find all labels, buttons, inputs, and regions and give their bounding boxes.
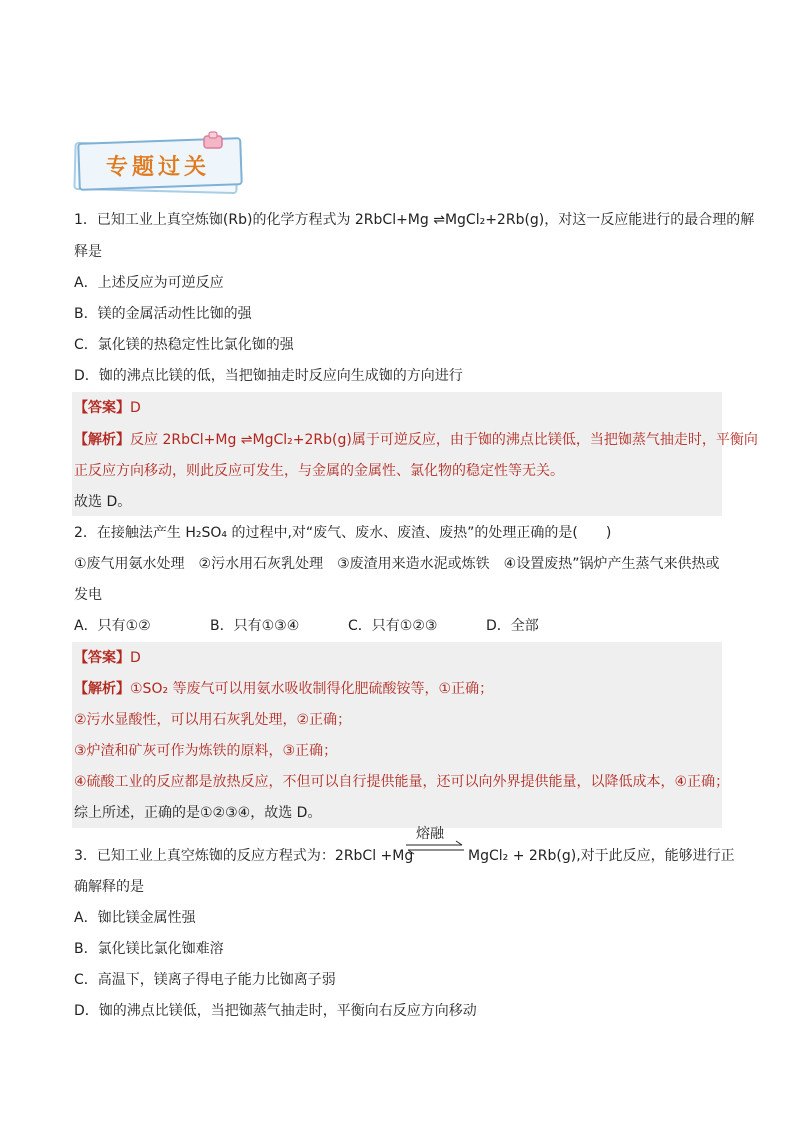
paper-clip-icon bbox=[200, 130, 226, 152]
q2-items-line2: 发电 bbox=[74, 587, 102, 603]
equilibrium-arrows-icon bbox=[404, 837, 466, 863]
q3-stem-line2: 确解释的是 bbox=[74, 879, 144, 895]
q2-answer-box bbox=[72, 642, 722, 828]
q2-items-line1: ①废气用氨水处理 ②污水用石灰乳处理 ③废渣用来造水泥或炼铁 ④设置废热”锅炉产生蒸气来供热或 bbox=[74, 556, 720, 572]
q3-option-d: D．铷的沸点比镁低，当把铷蒸气抽走时，平衡向右反应方向移动 bbox=[74, 1003, 477, 1019]
q1-answer-line bbox=[74, 398, 734, 418]
q2-analysis-line3: ③炉渣和矿灰可作为炼铁的原料，③正确； bbox=[74, 743, 338, 759]
q3-option-c: C．高温下，镁离子得电子能力比铷离子弱 bbox=[74, 972, 336, 988]
q1-answer-tag: 【答案】 bbox=[74, 400, 130, 416]
q1-option-a: A．上述反应为可逆反应 bbox=[74, 275, 224, 291]
q2-option-d: D．全部 bbox=[486, 618, 539, 634]
arrow-label: 熔融 bbox=[416, 826, 444, 842]
q1-option-b: B．镁的金属活动性比铷的强 bbox=[74, 306, 252, 322]
q2-analysis-line1 bbox=[74, 679, 734, 699]
q1-option-c: C．氯化镁的热稳定性比氯化铷的强 bbox=[74, 337, 294, 353]
q1-stem-line2: 释是 bbox=[74, 244, 102, 260]
q2-answer-line bbox=[74, 648, 734, 668]
q1-analysis-line3: 故选 D。 bbox=[74, 494, 132, 510]
q1-analysis-tag: 【解析】 bbox=[74, 432, 130, 448]
q2-analysis-line2: ②污水显酸性，可以用石灰乳处理，②正确； bbox=[74, 712, 352, 728]
q1-option-d: D．铷的沸点比镁的低，当把铷抽走时反应向生成铷的方向进行 bbox=[74, 368, 463, 384]
q1-stem-line1: 1．已知工业上真空炼铷(Rb)的化学方程式为 2RbCl+Mg ⇌MgCl₂+2Rb(g)，对这一反应能进行的最合理的解 bbox=[74, 212, 755, 228]
q2-stem: 2．在接触法产生 H₂SO₄ 的过程中,对“废气、废水、废渣、废热”的处理正确的是( ) bbox=[74, 525, 612, 541]
q3-option-a: A．铷比镁金属性强 bbox=[74, 910, 196, 926]
section-banner bbox=[72, 130, 244, 190]
q3-stem-right: MgCl₂ + 2Rb(g),对于此反应，能够进行正 bbox=[468, 848, 735, 864]
q2-answer-value: D bbox=[130, 650, 141, 666]
q2-analysis-text1: ①SO₂ 等废气可以用氨水吸收制得化肥硫酸铵等，①正确； bbox=[130, 681, 494, 697]
q2-answer-tag: 【答案】 bbox=[74, 650, 130, 666]
q1-analysis-line2: 正反应方向移动，则此反应可发生，与金属的金属性、氯化物的稳定性等无关。 bbox=[74, 463, 564, 479]
reversible-arrow bbox=[404, 826, 466, 857]
q2-option-c: C．只有①②③ bbox=[348, 618, 438, 634]
q2-analysis-line4: ④硫酸工业的反应都是放热反应，不但可以自行提供能量，还可以向外界提供能量，以降低成本，④正确； bbox=[74, 774, 730, 790]
q2-analysis-tag: 【解析】 bbox=[74, 681, 130, 697]
q2-option-a: A．只有①② bbox=[74, 618, 151, 634]
q2-analysis-line5: 综上所述，正确的是①②③④，故选 D。 bbox=[74, 805, 322, 821]
q1-analysis-text1: 反应 2RbCl+Mg ⇌MgCl₂+2Rb(g)属于可逆反应，由于铷的沸点比镁低，当把铷蒸气抽走时，平衡向 bbox=[130, 432, 758, 448]
q3-option-b: B．氯化镁比氯化铷难溶 bbox=[74, 941, 224, 957]
banner-title: 专题过关 bbox=[106, 154, 211, 180]
q3-stem-left: 3．已知工业上真空炼铷的反应方程式为：2RbCl +Mg bbox=[74, 848, 414, 864]
q2-option-b: B．只有①③④ bbox=[210, 618, 300, 634]
q1-answer-value: D bbox=[130, 400, 141, 416]
q1-analysis-line1 bbox=[74, 430, 758, 450]
q2-options bbox=[74, 616, 734, 636]
